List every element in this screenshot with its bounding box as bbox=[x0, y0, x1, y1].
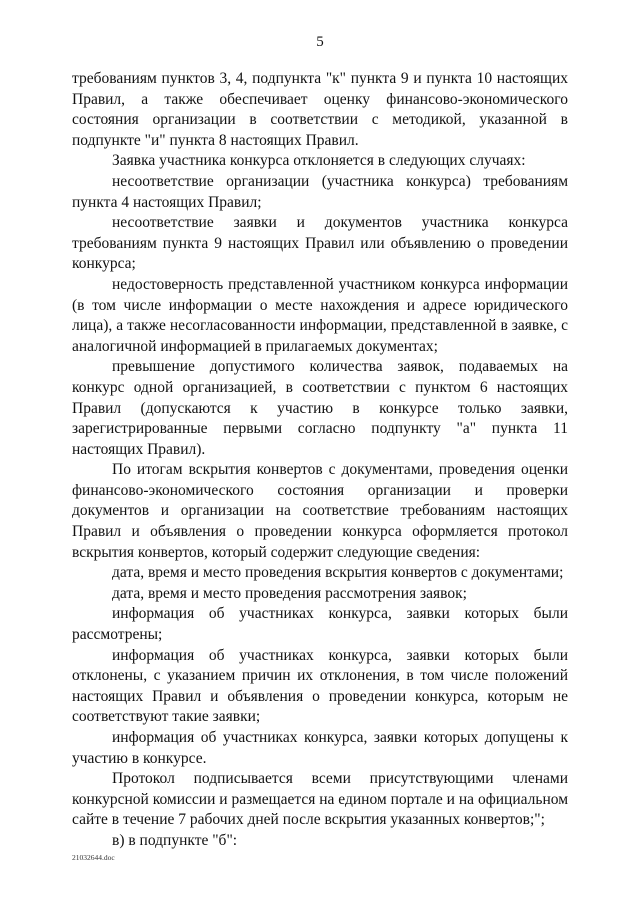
list-item-protocol-2: дата, время и место проведения рассмотрения заявок; bbox=[112, 584, 467, 602]
list-item-protocol-1: дата, время и место проведения вскрытия конвертов с документами; bbox=[112, 564, 564, 582]
list-item-rejection-4: превышение допустимого количества заявок, подаваемых на конкурс одной организацией, в соответствии с пунктом 6 настоящих Правил (допускаются к участию в конкурсе только заявки, зарегистрированные первыми согласно подпункту "а" пункта 11 настоящих Правил). bbox=[72, 358, 568, 458]
list-item-rejection-2: несоответствие заявки и документов участника конкурса требованиям пункта 9 настоящих Правил или объявлению о проведении конкурса; bbox=[72, 214, 568, 273]
paragraph-protocol-intro: По итогам вскрытия конвертов с документами, проведения оценки финансово-экономического состояния организации и проверки документов и организации на соответствие требованиям настоящих Правил и объявления о проведении конкурса оформляется протокол вскрытия конвертов, который содержит следующие сведения: bbox=[72, 461, 568, 561]
paragraph-continuation: требованиям пунктов 3, 4, подпункта "к" пункта 9 и пункта 10 настоящих Правил, а также обеспечивает оценку финансово-экономического состояния организации в соответствии с методикой, указанной в подпункте "и" пункта 8 настоящих Правил. bbox=[72, 70, 568, 149]
paragraph-rejection-intro: Заявка участника конкурса отклоняется в следующих случаях: bbox=[112, 152, 526, 170]
list-item-protocol-5: информация об участниках конкурса, заявки которых допущены к участию в конкурсе. bbox=[72, 729, 568, 767]
paragraph-subpoint-b: в) в подпункте "б": bbox=[112, 831, 238, 849]
list-item-rejection-1: несоответствие организации (участника конкурса) требованиям пункта 4 настоящих Правил; bbox=[72, 172, 568, 211]
document-body bbox=[72, 69, 568, 852]
list-item-protocol-3: информация об участниках конкурса, заявки которых были рассмотрены; bbox=[72, 605, 568, 644]
list-item-protocol-4: информация об участниках конкурса, заявки которых были отклонены, с указанием причин их отклонения, в том числе положений настоящих Правил и объявления о проведении конкурса, которым не соответствуют такие заявки; bbox=[72, 646, 568, 726]
page-number: 5 bbox=[316, 34, 324, 50]
paragraph-protocol-signing: Протокол подписывается всеми присутствующими членами конкурсной комиссии и размещается на едином портале и на официальном сайте в течение 7 рабочих дней после вскрытия указанных конвертов;"; bbox=[72, 770, 568, 829]
list-item-rejection-3: недостоверность представленной участником конкурса информации (в том числе информации о месте нахождения и адресе юридического лица), а также несогласованности информации, представленной в заявке, с аналогичной информацией в прилагаемых документах; bbox=[72, 275, 568, 355]
footer-document-code: 21032644.doc bbox=[72, 853, 115, 862]
